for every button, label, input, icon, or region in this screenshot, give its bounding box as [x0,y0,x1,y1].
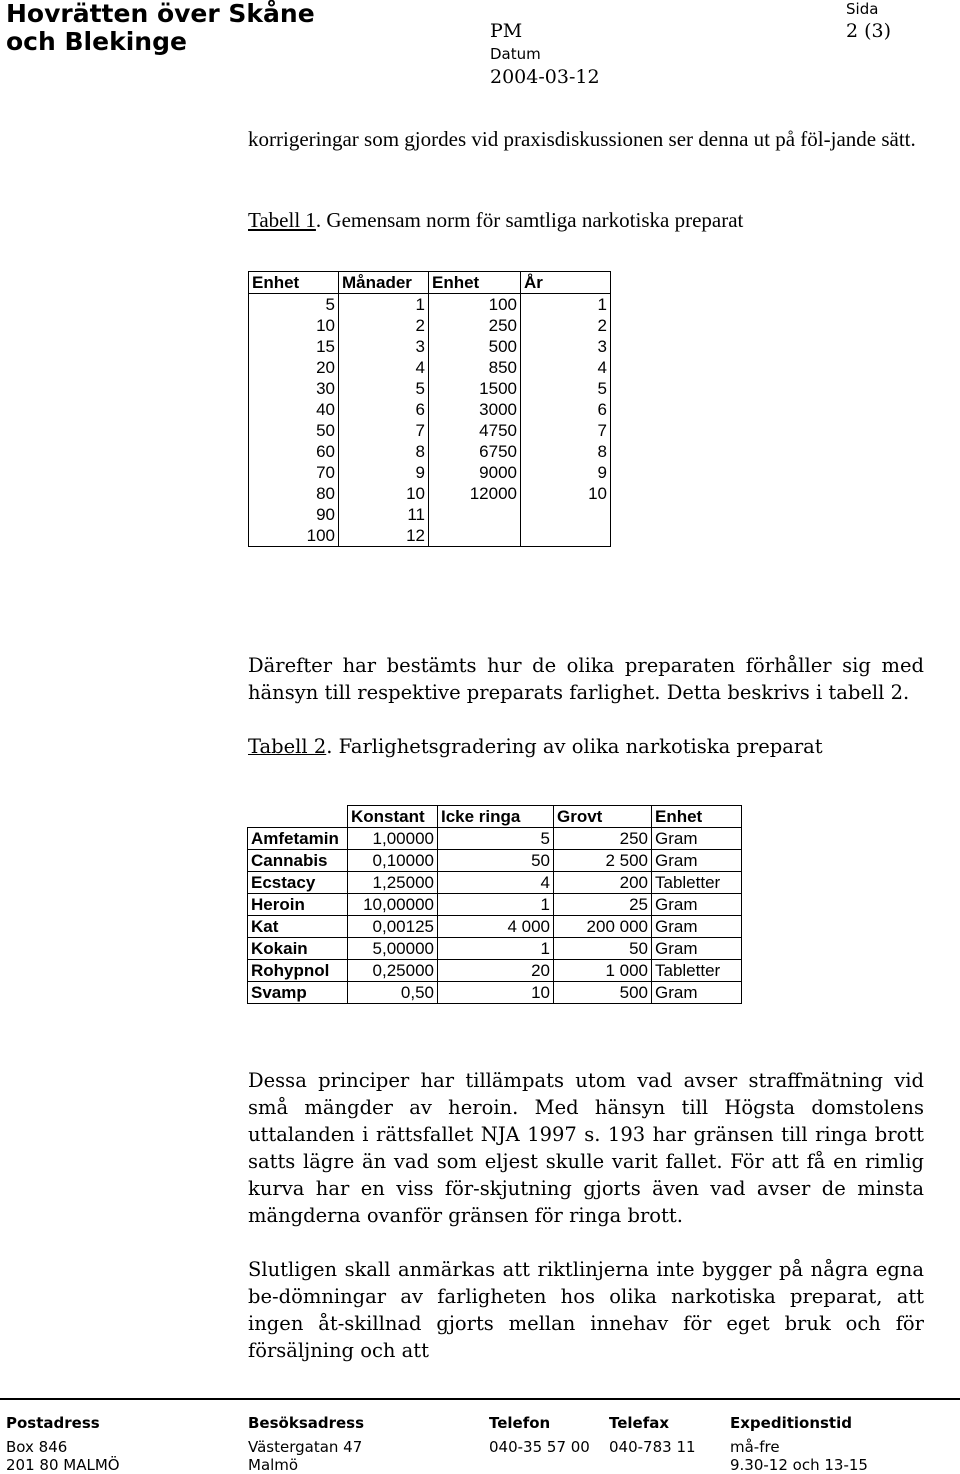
table2-header-cell: Grovt [554,806,652,828]
table-row [249,462,611,483]
table2-header-cell: Icke ringa [438,806,554,828]
table1-cell: 90 [249,504,339,525]
footer-postadress [6,1414,120,1474]
table1-caption-text: . Gemensam norm för samtliga narkotiska preparat [315,208,744,232]
doc-type: PM [490,20,523,42]
table2-cell: 1,25000 [348,872,438,894]
table1-cell: 40 [249,399,339,420]
table1-cell: 9 [521,462,611,483]
table1-cell: 15 [249,336,339,357]
table2-cell: Gram [652,894,742,916]
table2-cell: 1 [438,938,554,960]
table1-cell: 3000 [429,399,521,420]
organization-name [6,0,315,56]
table-row [249,525,611,547]
table-row [248,960,742,982]
table2-cell: Gram [652,916,742,938]
page-number: 2 (3) [846,20,892,42]
postadress-label: Postadress [6,1414,100,1432]
table1-cell: 9000 [429,462,521,483]
table1-header-cell: Månader [339,272,429,294]
table2-header-cell: Konstant [348,806,438,828]
table2-caption-label: Tabell 2 [248,735,327,758]
table-row [248,894,742,916]
table1-cell: 4750 [429,420,521,441]
table1-cell: 1 [521,294,611,316]
table2-cell: 200 [554,872,652,894]
besoksadress-line-1: Västergatan 47 [248,1438,363,1456]
table-row [249,441,611,462]
paragraph-3: Dessa principer har tillämpats utom vad avser straffmätning vid små mängder av heroin. Med hänsyn till Högsta domstolens uttalanden i rättsfallet NJA 1997 s. 193 har gränsen till ringa brott satts lägre än vad som eljest skulle varit fallet. För att få en rimlig kurva har en viss för-skjutning gjorts även vad avser de minsta mängderna ovanför gränsen för ringa brott. [248,1069,924,1227]
table1-cell: 6 [339,399,429,420]
table1-cell: 100 [429,294,521,316]
table-row [249,378,611,399]
table2-cell: 4 000 [438,916,554,938]
table1-cell: 11 [339,504,429,525]
table2-cell: 0,25000 [348,960,438,982]
table2-caption-text: . Farlighetsgradering av olika narkotiska preparat [326,735,823,758]
table2-cell: Gram [652,938,742,960]
table1-cell: 80 [249,483,339,504]
table1-header-row [249,272,611,294]
expeditionstid-line-2: 9.30-12 och 13-15 [730,1456,868,1474]
table1-cell: 5 [521,378,611,399]
table2-cell: 1 000 [554,960,652,982]
table1-cell: 3 [521,336,611,357]
table1-cell [429,504,521,525]
table1-header-cell: År [521,272,611,294]
table1-caption [248,207,924,234]
table2-cell: 10,00000 [348,894,438,916]
table1-cell: 10 [339,483,429,504]
footer-telefon [489,1414,590,1456]
telefon-label: Telefon [489,1414,551,1432]
expeditionstid-line-1: må-fre [730,1438,780,1456]
table2-cell: 1 [438,894,554,916]
table1-cell: 500 [429,336,521,357]
org-line-2: och Blekinge [6,27,187,56]
table2-cell: 250 [554,828,652,850]
table2-cell: 25 [554,894,652,916]
table2-cell: Tabletter [652,960,742,982]
table1-cell: 850 [429,357,521,378]
table-2 [247,805,742,1004]
table2-cell: 0,50 [348,982,438,1004]
table2-row-label: Rohypnol [248,960,348,982]
table2-row-label: Heroin [248,894,348,916]
table-row [249,483,611,504]
table1-cell: 2 [521,315,611,336]
table2-cell: 1,00000 [348,828,438,850]
table1-header-cell: Enhet [429,272,521,294]
table2-row-label: Kat [248,916,348,938]
table1-cell: 12000 [429,483,521,504]
table1-cell: 5 [339,378,429,399]
table-row [248,916,742,938]
table1-caption-label: Tabell 1 [248,208,316,232]
table1-cell [521,504,611,525]
table2-cell: 5 [438,828,554,850]
table-row [248,828,742,850]
table-row [249,420,611,441]
table1-cell: 5 [249,294,339,316]
table1-cell: 7 [339,420,429,441]
table2-cell: 10 [438,982,554,1004]
table1-header-cell: Enhet [249,272,339,294]
table2-cell: 0,10000 [348,850,438,872]
date-label: Datum [490,45,541,63]
table-row [249,336,611,357]
table2-cell: 0,00125 [348,916,438,938]
besoksadress-label: Besöksadress [248,1414,365,1432]
date-value: 2004-03-12 [490,66,600,88]
table-row [248,872,742,894]
table2-header-cell: Enhet [652,806,742,828]
table1-cell: 8 [521,441,611,462]
table2-row-label: Amfetamin [248,828,348,850]
table1-cell: 6750 [429,441,521,462]
table2-cell: 200 000 [554,916,652,938]
table2-cell: 2 500 [554,850,652,872]
table1-cell: 7 [521,420,611,441]
table2-header-cell [248,806,348,828]
table2-cell: 50 [554,938,652,960]
table2-cell: 4 [438,872,554,894]
table1-cell: 10 [249,315,339,336]
table-row [248,850,742,872]
table1-cell: 4 [521,357,611,378]
table-row [249,504,611,525]
table1-cell: 8 [339,441,429,462]
postadress-line-1: Box 846 [6,1438,68,1456]
table1-cell: 3 [339,336,429,357]
table-row [249,399,611,420]
table2-cell: Gram [652,828,742,850]
table1-cell: 6 [521,399,611,420]
table1-cell: 9 [339,462,429,483]
table2-cell: Tabletter [652,872,742,894]
table1-cell: 60 [249,441,339,462]
table2-row-label: Ecstacy [248,872,348,894]
paragraph-4: Slutligen skall anmärkas att riktlinjerna inte bygger på några egna be-dömningar av farligheten hos olika narkotiska preparat, att ingen åt-skillnad gjorts mellan innehav för eget bruk och för försäljning och att [248,1258,924,1362]
footer-divider [0,1398,960,1400]
expeditionstid-label: Expeditionstid [730,1414,852,1432]
table1-cell: 4 [339,357,429,378]
table1-cell: 10 [521,483,611,504]
table2-header-row [248,806,742,828]
table2-cell: 50 [438,850,554,872]
footer-expeditionstid [730,1414,868,1474]
table1-cell: 20 [249,357,339,378]
table2-cell: Gram [652,982,742,1004]
table2-row-label: Cannabis [248,850,348,872]
table2-caption [248,733,924,760]
table1-cell: 12 [339,525,429,547]
table1-cell: 50 [249,420,339,441]
paragraph-1: korrigeringar som gjordes vid praxisdiskussionen ser denna ut på föl-jande sätt. [248,127,916,151]
table-row [249,357,611,378]
telefon-number: 040-35 57 00 [489,1438,590,1456]
org-line-1: Hovrätten över Skåne [6,0,315,28]
table2-cell: Gram [652,850,742,872]
table2-cell: 20 [438,960,554,982]
table-1 [248,271,611,547]
table1-cell: 2 [339,315,429,336]
table2-cell: 5,00000 [348,938,438,960]
table-row [248,938,742,960]
telefax-number: 040-783 11 [609,1438,696,1456]
table1-cell [429,525,521,547]
table1-cell: 70 [249,462,339,483]
table1-cell: 1 [339,294,429,316]
telefax-label: Telefax [609,1414,670,1432]
table-row [248,982,742,1004]
postadress-line-2: 201 80 MALMÖ [6,1456,120,1474]
table2-row-label: Svamp [248,982,348,1004]
table1-cell: 100 [249,525,339,547]
table2-row-label: Kokain [248,938,348,960]
footer-besoksadress [248,1414,364,1474]
table1-cell: 250 [429,315,521,336]
table1-cell: 1500 [429,378,521,399]
page-label: Sida [846,0,879,18]
table2-cell: 500 [554,982,652,1004]
footer-telefax [609,1414,696,1456]
paragraph-2: Därefter har bestämts hur de olika preparaten förhåller sig med hänsyn till respektive preparats farlighet. Detta beskrivs i tabell 2. [248,654,924,704]
table1-cell: 30 [249,378,339,399]
besoksadress-line-2: Malmö [248,1456,299,1474]
table-row [249,294,611,316]
table1-cell [521,525,611,547]
table-row [249,315,611,336]
